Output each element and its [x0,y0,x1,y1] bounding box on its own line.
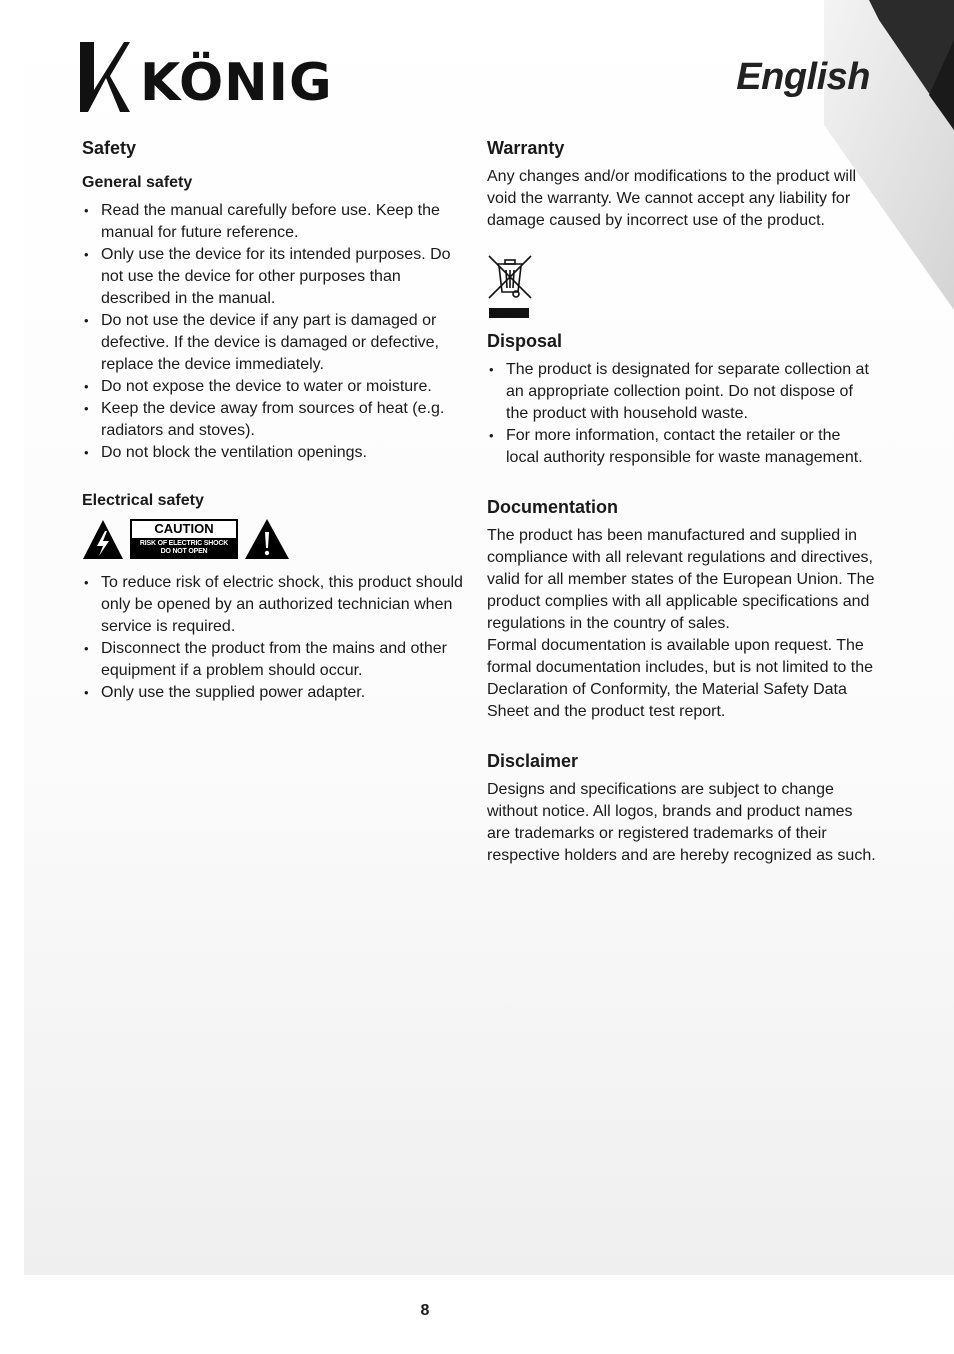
list-item: • Only use the device for its intended purposes. Do not use the device for other purposes than described in the manual. [82,244,466,310]
electrical-safety-heading: Electrical safety [82,492,204,509]
crossed-bin-icon [487,252,533,320]
list-item: • The product is designated for separate collection at an appropriate collection point. Do not dispose of the product with household waste. [487,359,877,425]
caution-line2: DO NOT OPEN [160,548,208,555]
caution-label [82,518,466,560]
list-item: • Read the manual carefully before use. Keep the manual for future reference. [82,200,466,244]
list-item: • Do not expose the device to water or moisture. [82,376,466,398]
list-item: • Only use the supplied power adapter. [82,682,466,704]
caution-line1: RISK OF ELECTRIC SHOCK [139,540,229,547]
disclaimer-heading: Disclaimer [487,751,579,771]
documentation-text: The product has been manufactured and supplied in compliance with all relevant regulations and directives, valid for all member states of the European Union. The product complies with all applicable specifications and regulations in the country of sales. [487,527,875,632]
list-item: • To reduce risk of electric shock, this product should only be opened by an authorized technician when service is required. [82,572,466,638]
general-safety-list [82,200,466,464]
lightning-warning-icon [82,518,124,560]
safety-heading: Safety [82,138,137,158]
list-item: • For more information, contact the retailer or the local authority responsible for waste management. [487,425,877,469]
disclaimer-text: Designs and specifications are subject to change without notice. All logos, brands and product names are trademarks or registered trademarks of their respective holders and are hereby recognized as such. [487,781,876,864]
konig-logo [80,40,340,114]
list-item: • Do not block the ventilation openings. [82,442,466,464]
list-item: • Disconnect the product from the mains and other equipment if a problem should occur. [82,638,466,682]
disposal-heading: Disposal [487,331,563,351]
page-number: 8 [420,1302,430,1319]
warranty-heading: Warranty [487,138,565,158]
list-item: • Do not use the device if any part is damaged or defective. If the device is damaged or defective, replace the device immediately. [82,310,466,376]
right-column [487,136,877,867]
disposal-list [487,359,877,469]
brand-text: KÖNIG [140,53,333,113]
language-title: English [736,56,870,98]
caution-word: CAUTION [154,521,214,536]
exclamation-warning-icon [244,518,290,560]
list-item: • Keep the device away from sources of heat (e.g. radiators and stoves). [82,398,466,442]
general-safety-heading: General safety [82,174,193,191]
documentation-text-2: Formal documentation is available upon request. The formal documentation includes, but is not limited to the Declaration of Conformity, the Material Safety Data Sheet and the product test report. [487,637,873,720]
documentation-heading: Documentation [487,497,619,517]
left-column [82,136,466,704]
warranty-text: Any changes and/or modifications to the product will void the warranty. We cannot accept any liability for damage caused by incorrect use of the product. [487,168,857,229]
electrical-safety-list [82,572,466,704]
